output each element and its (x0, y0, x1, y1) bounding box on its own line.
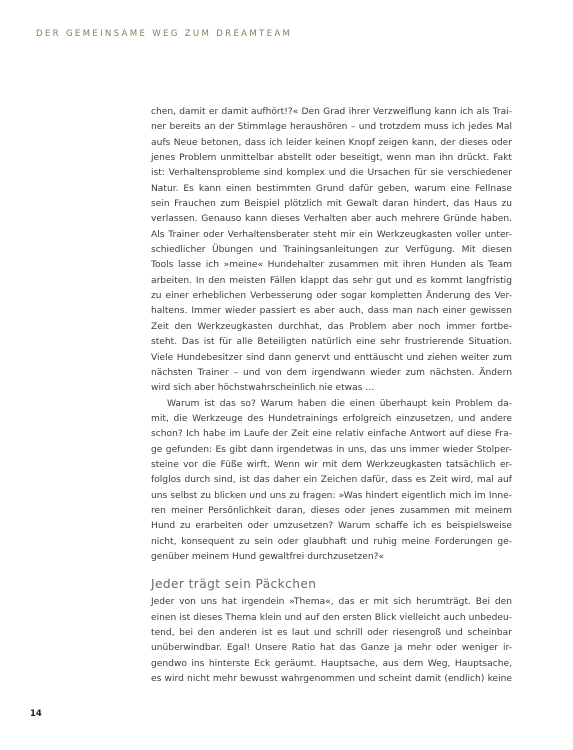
text-line: tend, bei den anderen ist es laut und schrill oder riesengroß und scheinbar (151, 628, 512, 638)
text-line: jenes Problem unmittelbar abstellt oder beseitigt, wenn man ihn drückt. Fakt (151, 153, 512, 164)
text-line: wird sich aber höchstwahrscheinlich nie etwas … (151, 383, 375, 394)
text-line: Tools lasse ich »meine« Hundehalter zusammen mit ihren Hunden als Team (151, 260, 512, 271)
text-line: ren meiner Persönlichkeit daran, dieses oder jenes zusammen mit meinem (151, 505, 512, 516)
text-line: unüberwindbar. Egal! Unsere Ratio hat das Ganze ja mehr oder weniger ir- (151, 643, 512, 654)
text-line: Viele Hundebesitzer sind dann genervt und enttäuscht und ziehen weiter zum (151, 352, 512, 363)
text-line: es wird nicht mehr bewusst wahrgenommen und scheint damit (endlich) keine (151, 674, 512, 685)
text-line: gendwo ins hinterste Eck geräumt. Hauptsache, aus dem Weg, Hauptsache, (151, 658, 512, 669)
text-line: Natur. Es kann einen bestimmten Grund dafür geben, warum eine Fellnase (151, 183, 512, 194)
text-line: genüber meinem Hund gewaltfrei durchzusetzen?« (151, 551, 385, 562)
text-line: Als Trainer oder Verhaltensberater steht mir ein Werkzeugkasten voller unter- (151, 229, 512, 240)
text-line: Warum ist das so? Warum haben die einen überhaupt kein Problem da- (167, 398, 512, 409)
text-line: folglos durch sind, ist das daher ein Zeichen dafür, dass es Zeit wird, mal auf (151, 475, 512, 486)
text-line: haltens. Immer wieder passiert es aber auch, dass man nach einer gewissen (151, 306, 512, 317)
text-line: zu einer erheblichen Verbesserung oder sogar kompletten Änderung des Ver- (151, 291, 512, 302)
body-text-column (151, 105, 512, 687)
text-line: schiedlicher Übungen und Trainingsanleitungen zur Verfügung. Mit diesen (151, 245, 512, 256)
text-line: einen ist dieses Thema klein und auf den ersten Blick vielleicht auch unbedeu- (151, 612, 512, 623)
text-line: chen, damit er damit aufhört!?« Den Grad ihrer Verzweiflung kann ich als Trai- (151, 107, 512, 117)
running-header: DER GEMEINSAME WEG ZUM DREAMTEAM (36, 29, 293, 39)
text-line: nicht, konsequent zu sein oder glaubhaft und ruhig meine Forderungen ge- (151, 536, 512, 547)
body-paragraph (151, 595, 512, 687)
text-line: verlassen. Genauso kann dieses Verhalten aber auch mehrere Gründe haben. (151, 214, 512, 225)
text-line: steine vor die Füße wirft. Wenn wir mit dem Werkzeugkasten tatsächlich er- (151, 459, 512, 470)
text-line: aufs Neue betonen, dass ich leider keinen Knopf zeigen kann, der dieses oder (151, 137, 512, 148)
text-line: Zeit den Werkzeugkasten durchhat, das Problem aber noch immer fortbe- (151, 321, 512, 332)
text-line: schon? Ich habe im Laufe der Zeit eine relativ einfache Antwort auf diese Fra- (151, 429, 512, 440)
text-line: sein Frauchen zum Beispiel plötzlich mit Gewalt daran hindert, das Haus zu (151, 199, 512, 210)
body-paragraph (151, 105, 512, 397)
text-line: ge gefunden: Es gibt dann irgendetwas in uns, das uns immer wieder Stolper- (151, 444, 512, 455)
text-line: mit, die Werkzeuge des Hundetrainings erfolgreich einzusetzen, und andere (151, 413, 512, 424)
page-number: 14 (30, 709, 42, 719)
text-line: Jeder von uns hat irgendein »Thema«, das er mit sich herumträgt. Bei den (151, 597, 512, 608)
text-line: ist: Verhaltensprobleme sind komplex und die Ursachen für sie verschiedener (151, 168, 512, 179)
section-subheading: Jeder trägt sein Päckchen (151, 577, 317, 592)
text-line: ner bereits an der Stimmlage heraushören – und trotzdem muss ich jedes Mal (151, 122, 512, 133)
text-line: arbeiten. In den meisten Fällen klappt das sehr gut und es kommt langfristig (151, 275, 512, 286)
text-line: steht. Das ist für alle Beteiligten natürlich eine sehr frustrierende Situation. (151, 337, 512, 348)
body-paragraph (151, 397, 512, 566)
text-line: nächsten Trainer – und von dem irgendwann wieder zum nächsten. Ändern (151, 367, 512, 378)
text-line: uns selbst zu blicken und uns zu fragen: »Was hindert eigentlich mich im Inne- (151, 490, 512, 501)
text-line: Hund zu erarbeiten oder umzusetzen? Warum schaffe ich es beispielsweise (151, 521, 512, 532)
